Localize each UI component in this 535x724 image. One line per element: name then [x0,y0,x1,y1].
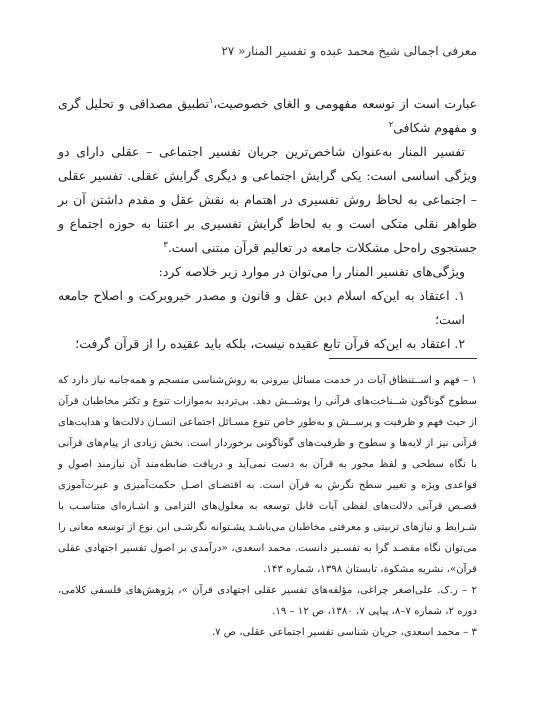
paragraph-1-text: عبارت است از توسعه مفهومی و الغای خصوصیت، [213,96,477,111]
paragraph-1 [58,92,477,140]
footnote-ref-1[interactable]: ۱ [208,95,214,105]
footnote-1: ۱ – فهم و اســتنطاق آیات در خدمت مسائل بیرونی به روش‌شناسی منسجم و همه‌جانبه نیاز دارد که سطوح گوناگون شــناخت‌های قرآنی را پوشــش دهد. بی‌تردید به‌موازات تنوع و تکثر مخاطبان قرآن از حیث فهم و ظرفیت و پرســش و به‌طور خاص تنوع مسـائل اجتماعی انسـان دلالت‌ها و هدایت‌های قرآنی نیز از لایه‌ها و سطوح و ظرفیت‌های گوناگونی برخوردار است. بخش زیادی از پیام‌های قرآنی با نگاه سطحی و لفظ محور به قرآن به دست نمی‌آید و دریافت ضابطه‌مند آن نیازمند اصول و قواعدی ویژه و تغییر سطح نگرش به قرآن است. به اقتضـای اصـل حکمت‌آمیزی و عبرت‌آموزی قصـص قرآنی دلالت‌های لفظی آیات قابل توسعه به معلول‌های التزامی و اشـاره‌ای متناسـب با شـرایط و نیازهای تربیتی و معرفتی مخاطبان می‌باشـد پشـتوانه نگرشـی این نوع از توسعه معانی را می‌توان نگاه مقصـد گرا به تفسـیر دانست. محمد اسعدی، «درآمدی بر اصول تفسیر اجتهادی عقلی قرآن»، نشریه مشکوة، تابستان ۱۳۹۸، شماره ۱۴۳. [58,375,477,575]
list-item-1: ۱. اعتقاد به این‌که اسلام دین عقل و قانون و مصدر خیروبرکت و اصلاح جامعه است؛ [58,288,465,327]
paragraph-3: ویژگی‌های تفسیر المنار را می‌توان در موارد زیر خلاصه کرد: [158,264,465,279]
main-text [58,92,477,356]
footnotes [58,370,477,643]
footnote-3: ۳ – محمد اسعدی، جریان شناسی تفسیر اجتماعی عقلی، ص ۷. [211,627,477,638]
paragraph-2-text: تفسیر المنار به‌عنوان شاخص‌ترین جریان تفسیر اجتماعی – عقلی دارای دو ویژگی اساسی است: یکی گرایش اجتماعی و دیگری گرایش عقلی. تفسیر عقلی – اجتماعی به لحاظ روش تفسیری در اهتمام به نقش عقل و مقدم داشتن آن بر ظواهر نقلی متکی است و به لحاظ گرایش تفسیری بر اعتنا به حوزه اجتماع و جستجوی راه‌حل مشکلات جامعه در تعالیم قرآن مبتنی است. [58,144,477,255]
footnote-ref-3[interactable]: ۳ [163,239,168,249]
paragraph-2 [58,140,477,260]
footnote-ref-2[interactable]: ۲ [388,119,394,129]
footnote-separator [329,358,477,359]
paragraph-1-text-b: تطبیق مصداقی و تحلیل گری و مفهوم شکافی [58,96,477,135]
running-header: معرفی اجمالی شیخ محمد عبده و تفسیر المنار« ۲۷ [221,44,477,58]
list-item-2: ۲. اعتقاد به این‌که قرآن تابع عقیده نیست، بلکه باید عقیده را از قرآن گرفت؛ [75,336,465,351]
footnote-2: ۲ – ر.ک. علی‌اصغر چراغی، مؤلفه‌های تفسیر عقلی اجتهادی قرآن »، پژوهش‌های فلسفی کلامی، دوره ۲، شماره ۷–۸، پیاپی ۷، ۱۳۸۰، ص ۱۲ – ۱۹. [58,585,477,617]
